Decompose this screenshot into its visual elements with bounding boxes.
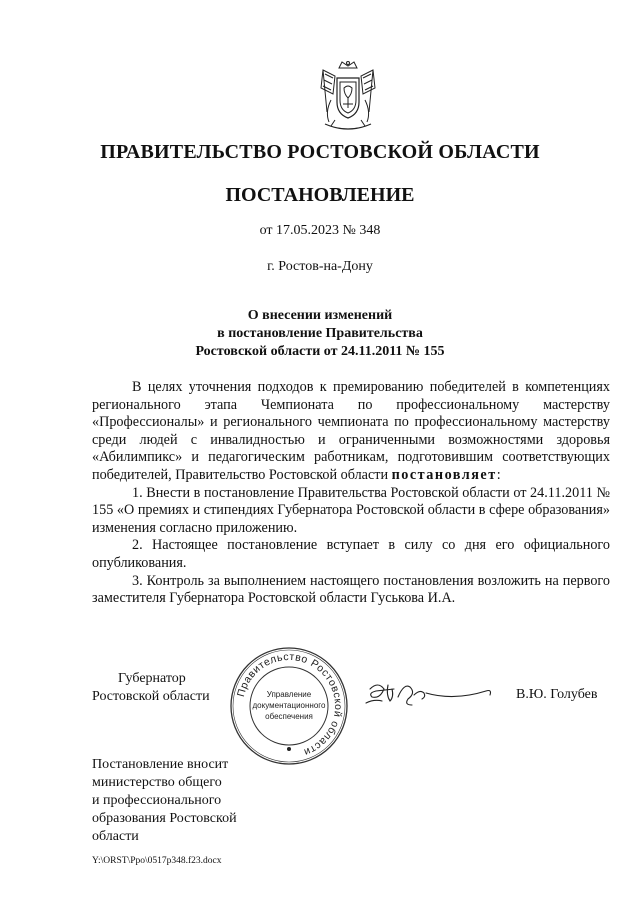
official-stamp [228,645,350,767]
preamble-paragraph [92,379,610,485]
document-place: г. Ростов-на-Дону [267,259,373,274]
stamp-ring-text: Правительство Ростовской области [234,650,345,759]
governor-title-line: Ростовской области [92,689,210,704]
stamp-line: обеспечения [265,712,313,721]
document-date-number: от 17.05.2023 № 348 [259,223,381,238]
submitter-note [92,756,262,846]
resolution-item-2: 2. Настоящее постановлeние вступает в силу со дня его официального опубликования. [92,537,610,571]
resolution-item-1: 1. Внести в постановление Правительства Ростовской области от 24.11.2011 № 155 «О премиях и стипендиях Губернатора Ростовской области в сфере образования» изменения согласно приложению. [92,484,610,536]
stamp-line: документационного [252,701,326,710]
submitter-line: области [92,829,139,844]
coat-of-arms-icon [313,60,383,134]
document-body [92,379,610,608]
subject-line: Ростовской области от 24.11.2011 № 155 [195,344,445,359]
organization-title: ПРАВИТЕЛЬСТВО РОСТОВСКОЙ ОБЛАСТИ [100,141,540,163]
document-type-heading: ПОСТАНОВЛЕНИЕ [225,184,415,206]
submitter-line: и профессионального [92,793,222,808]
stamp-line: Управление [266,690,312,699]
handwritten-signature-icon [364,675,496,713]
resolution-item-3: 3. Контроль за выполнением настоящего постановления возложить на первого заместителя Губернатора Ростовской области Гуськова И.А. [92,572,610,607]
governor-name: В.Ю. Голубев [516,687,598,702]
governor-title-line: Губернатор [118,671,186,686]
governor-title [92,670,210,706]
subject-line: в постановление Правительства [217,326,423,341]
preamble-text: В целях уточнения подходов к премированию победителей в компетенциях регионального этапа Чемпионата по профессиональному мастерству «Профессионалы» и регионального чемпионата по профессиональному мастерству среди людей с инвалидностью и ограниченными возможностями здоровья «Абилимпикс» и педагогическим работникам, подготовившим соответствующих победителей, Правительство Ростовской области [92,379,610,483]
resolves-colon: : [496,466,501,483]
resolves-word: постановляет [391,466,497,483]
submitter-line: образования Ростовской [92,811,237,826]
document-subject [0,307,640,361]
submitter-line: Постановление вносит [92,757,229,772]
subject-line: О внесении изменений [247,308,393,323]
file-path: Y:\ORST\Ppo\0517p348.f23.docx [92,856,222,866]
submitter-line: министерство общего [92,775,222,790]
